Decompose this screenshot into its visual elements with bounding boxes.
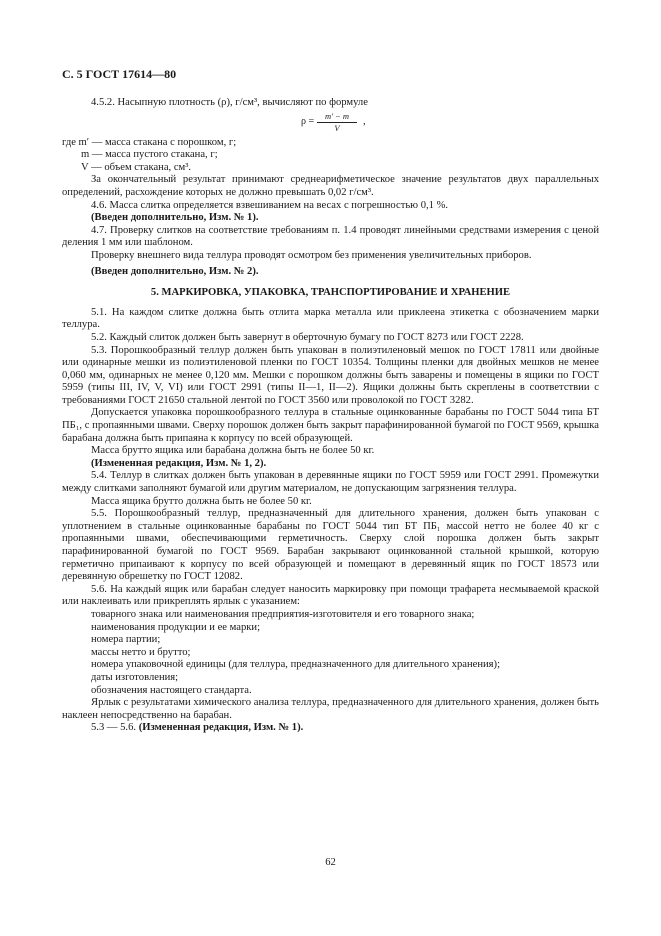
amendment-note: (Измененная редакция, Изм. № 1). [138,722,304,734]
paragraph-5-3: 5.3. Порошкообразный теллур должен быть упакован в полиэтиленовый мешок по ГОСТ 17811 или двойные или одинарные мешки из полиэтиленовой пленки по ГОСТ 10354. Толщины пленки для двойных мешков не менее 0,060 мм, одинарных не менее 0,120 мм. Мешки с порошком должны быть заварены и помещены в ящики по ГОСТ 5959 (типы III, IV, V, VI) или ГОСТ 2991 (типы II—1, II—2). Ящики должны быть скреплены в соответствии с требованиями ГОСТ 21650 стальной лентой по ГОСТ 3560 или проволокой по ГОСТ 3282. [62,344,599,406]
formula-denominator: V [334,122,340,133]
page-number: 62 [325,857,336,868]
paragraph-5-2: 5.2. Каждый слиток должен быть завернут в оберточную бумагу по ГОСТ 8273 или ГОСТ 2228. [91,331,524,343]
paragraph-5-4-mass: Масса ящика брутто должна быть не более 50 кг. [91,495,312,507]
formula-tail: , [363,115,366,127]
paragraph-5-6: 5.6. На каждый ящик или барабан следует наносить маркировку при помощи трафарета несмываемой краской или наклеивать или прикреплять ярлык с указанием: [62,583,599,608]
where-line: V — объем стакана, см³. [81,161,192,173]
list-item: номера партии; [91,634,161,646]
marking-list [62,609,599,697]
paragraph-4-7-visual: Проверку внешнего вида теллура проводят осмотром без применения увеличительных приборов. [91,249,532,261]
list-item: номера упаковочной единицы (для теллура, предназначенного для длительного хранения); [91,659,501,671]
list-item: обозначения настоящего стандарта. [91,684,252,696]
paragraph-5-1: 5.1. На каждом слитке должна быть отлита марка металла или приклеена этикетка с обозначением марки теллура. [62,306,599,331]
paragraph-4-5-2: 4.5.2. Насыпную плотность (ρ), г/см³, вычисляют по формуле [91,97,368,108]
paragraph-4-7: 4.7. Проверку слитков на соответствие требованиям п. 1.4 проводят линейными средствами измерения с ценой деления 1 мм или шаблоном. [62,224,599,249]
paragraph-5-6-label: Ярлык с результатами химического анализа теллура, предназначенного для длительного хранения, должен быть наклеен непосредственно на барабан. [62,697,599,721]
amendment-note: (Измененная редакция, Изм. № 1, 2). [91,457,267,469]
list-item: даты изготовления; [91,671,179,683]
paragraph-5-3-drums: Допускается упаковка порошкообразного теллура в стальные оцинкованные барабаны по ГОСТ 5044 типа БТ ПБ₁, с пропаянными швами. Сверху порошок должен быть закрыт парафинированной бумагой по ГОСТ 9569, крышка барабана должна быть припаяна к корпусу по всей образующей. [62,407,599,444]
page-header: С. 5 ГОСТ 17614—80 [62,67,177,81]
paragraph-5-3-mass: Масса брутто ящика или барабана должна быть не более 50 кг. [91,445,375,457]
where-line: m — масса пустого стакана, г; [81,149,218,161]
amendment-note-5-3-5-6 [62,722,599,735]
list-item: наименования продукции и ее марки; [91,621,261,633]
paragraph-4-6: 4.6. Масса слитка определяется взвешиванием на весах с погрешностью 0,1 %. [91,199,449,211]
formula-lhs: ρ = [301,115,315,127]
formula-fraction [317,112,357,133]
list-item: массы нетто и брутто; [91,646,191,658]
document-body [62,97,599,735]
section-5-title: 5. МАРКИРОВКА, УПАКОВКА, ТРАНСПОРТИРОВАНИЕ И ХРАНЕНИЕ [150,287,511,299]
paragraph-5-4: 5.4. Теллур в слитках должен быть упакован в деревянные ящики по ГОСТ 5959 или ГОСТ 2991. Промежутки между слитками заполняют бумагой или другим материалом, не допускающим загрязнения теллура. [62,470,599,495]
amendment-note: (Введен дополнительно, Изм. № 2). [91,265,259,277]
paragraph-5-5: 5.5. Порошкообразный теллур, предназначенный для длительного хранения, должен быть упакован с уплотнением в стальные оцинкованные барабаны по ГОСТ 5044 тип БТ ПБ₁ массой нетто не более 40 кг с пропаянными швами, обеспечивающими герметичность. Сверху слой порошка должен быть закрыт парафинированной бумагой по ГОСТ 9569. Барабан закрывают оцинкованной стальной крышкой, которую герметично припаивают к корпусу по всей образующей и помещают в деревянный ящик по ГОСТ 18573 или деревянную обрешетку по ГОСТ 12082. [62,508,599,583]
amendment-range: 5.3 — 5.6. [91,722,137,734]
amendment-note: (Введен дополнительно, Изм. № 1). [91,212,259,224]
density-formula [62,110,599,133]
paragraph-result: За окончательный результат принимают среднеарифметическое значение результатов двух параллельных определений, расхождение которых не должно превышать 0,02 г/см³. [62,174,599,198]
formula-numerator: m′ − m [317,112,357,123]
where-line: где m′ — масса стакана с порошком, г; [62,136,237,148]
list-item: товарного знака или наименования предприятия-изготовителя и его товарного знака; [91,608,475,620]
